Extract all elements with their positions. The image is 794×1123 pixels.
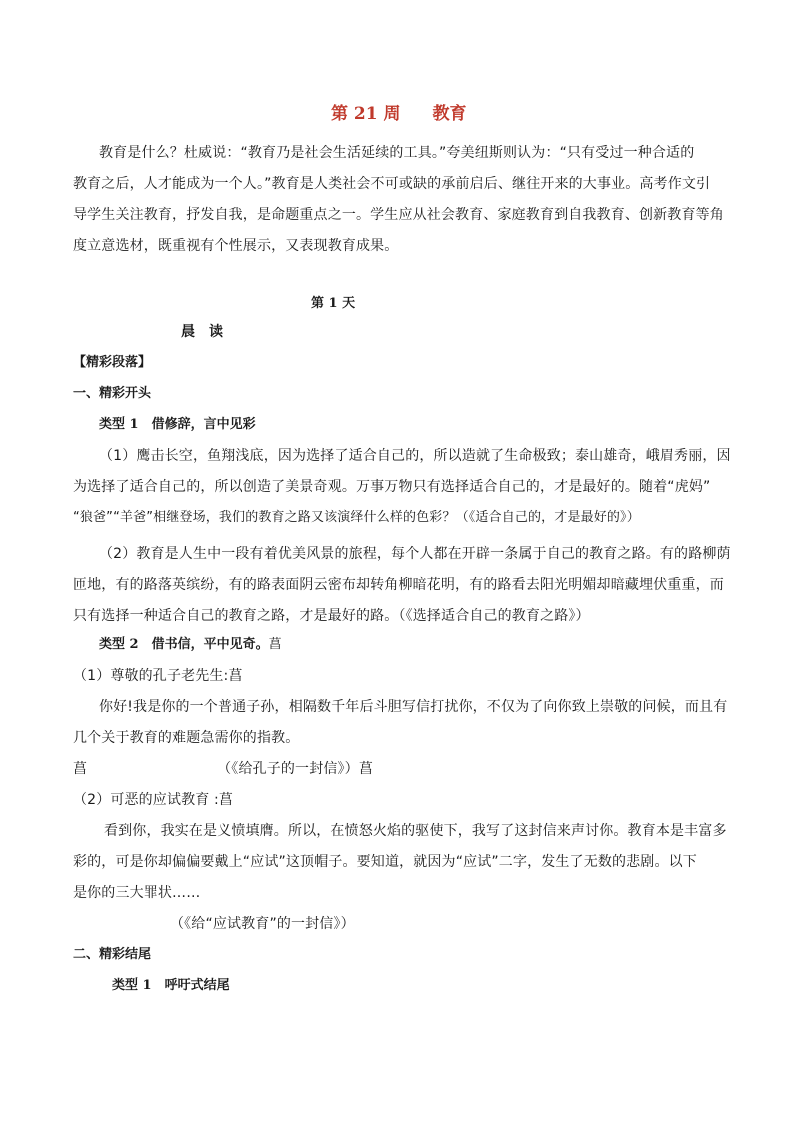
- intro-line: 度立意选材，既重视有个性展示，又表现教育成果。: [73, 238, 399, 254]
- part1-heading: 一、精彩开头: [73, 386, 152, 401]
- section-label: 【精彩段落】: [73, 355, 152, 370]
- paragraph-line: 匝地，有的路落英缤纷，有的路表面阴云密布却转角柳暗花明，有的路看去阳光明媚却暗藏埋伏重重，而: [73, 577, 724, 593]
- letter2-line: 是你的三大罪状……: [73, 885, 201, 901]
- part2-heading: 二、精彩结尾: [73, 947, 152, 962]
- letter2-salutation: [73, 790, 233, 810]
- intro-line: 教育是什么？杜威说：“教育乃是社会生活延续的工具。”夸美纽斯则认为：“只有受过一种合适的: [99, 145, 695, 161]
- letter1-signature-text: （《给孔子的一封信》）: [217, 761, 359, 777]
- type1-heading: 类型 1 借修辞，言中见彩: [99, 417, 256, 432]
- letter1-signature-prefix: 菖: [73, 761, 88, 777]
- page-title: [331, 104, 467, 124]
- letter2-line: 看到你，我实在是义愤填膺。所以，在愤怒火焰的驱使下，我写了这封信来声讨你。教育本是丰富多: [104, 823, 727, 839]
- type2-label: 类型 2 借书信，平中见奇。: [99, 637, 269, 652]
- paragraph-line: 只有选择一种适合自己的教育之路，才是最好的路。（《选择适合自己的教育之路》）: [73, 608, 590, 624]
- letter1-salutation: [73, 666, 243, 686]
- type2-heading: [99, 635, 282, 655]
- intro-line: 导学生关注教育，抒发自我，是命题重点之一。学生应从社会教育、家庭教育到自我教育、创新教育等角: [73, 207, 724, 223]
- letter1-salutation-text: （1）尊敬的孔子老先生:: [73, 668, 229, 684]
- letter2-line: 彩的，可是你却偏偏要戴上“应试”这顶帽子。要知道，就因为“应试”二字，发生了无数的悲剧。以下: [73, 854, 697, 870]
- paragraph-line: “狼爸”“羊爸”相继登场，我们的教育之路又该演绎什么样的色彩？（《适合自己的，才是最好的》）: [73, 510, 640, 525]
- type3-heading: 类型 1 呼吁式结尾: [112, 978, 230, 993]
- letter2-salutation-suffix: 菖: [218, 792, 234, 808]
- title-week: 第 21 周: [331, 104, 401, 124]
- type2-suffix: 菖: [268, 637, 282, 652]
- letter1-salutation-suffix: 菖: [228, 668, 243, 684]
- paragraph-line: （2）教育是人生中一段有着优美风景的旅程，每个人都在开辟一条属于自己的教育之路。有的路柳荫: [99, 546, 731, 562]
- day-heading: 第 1 天: [311, 296, 356, 311]
- letter1-signature-suffix: 菖: [358, 761, 373, 777]
- intro-line: 教育之后，人才能成为一个人。”教育是人类社会不可或缺的承前启后、继往开来的大事业。高考作文引: [73, 176, 711, 192]
- letter2-salutation-text: （2）可恶的应试教育 :: [73, 792, 219, 808]
- letter2-signature: （《给“应试教育”的一封信》）: [170, 916, 355, 932]
- paragraph-line: 为选择了适合自己的，所以创造了美景奇观。万事万物只有选择适合自己的，才是最好的。随着“虎妈”: [73, 479, 711, 495]
- letter1-signature: [73, 759, 373, 779]
- paragraph-line: （1）鹰击长空，鱼翔浅底，因为选择了适合自己的，所以造就了生命极致；泰山雄奇，峨眉秀丽，因: [99, 448, 731, 464]
- title-topic: 教育: [432, 104, 467, 124]
- letter1-line: 你好!我是你的一个普通子孙，相隔数千年后斗胆写信打扰你，不仅为了向你致上崇敬的问候，而且有: [99, 699, 728, 715]
- morning-reading-heading: 晨 读: [181, 324, 223, 340]
- letter1-line: 几个关于教育的难题急需你的指教。: [73, 730, 300, 746]
